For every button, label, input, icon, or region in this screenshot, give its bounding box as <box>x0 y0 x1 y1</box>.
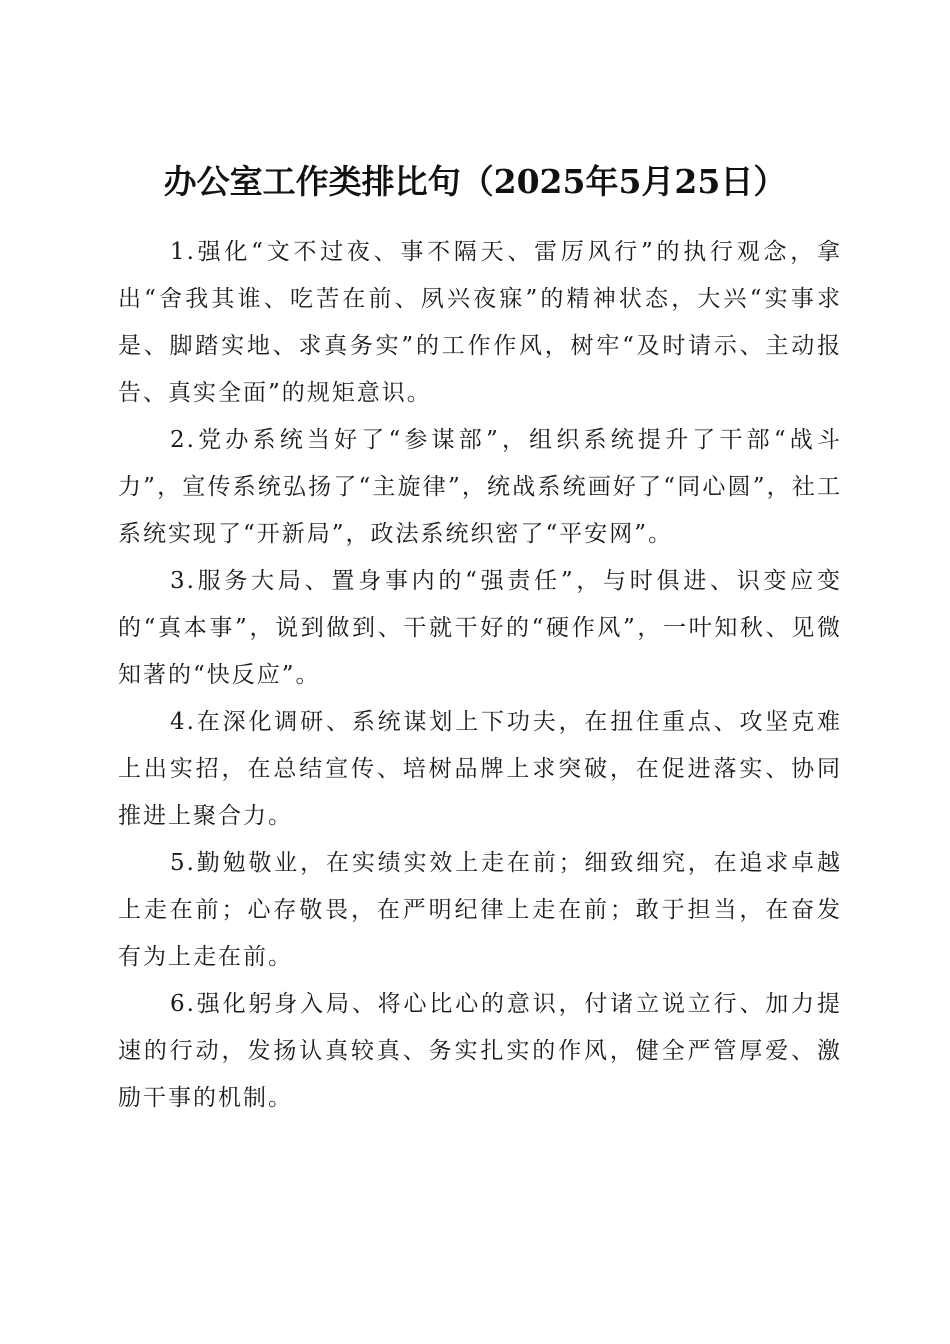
paragraph-3: 3.服务大局、置身事内的“强责任”，与时俱进、识变应变的“真本事”，说到做到、干就干好的“硬作风”，一叶知秋、见微知著的“快反应”。 <box>118 568 842 688</box>
paragraph-1: 1.强化“文不过夜、事不隔天、雷厉风行”的执行观念，拿出“舍我其谁、吃苦在前、夙兴夜寐”的精神状态，大兴“实事求是、脚踏实地、求真务实”的工作作风，树牢“及时请示、主动报告、真实全面”的规矩意识。 <box>118 239 842 406</box>
paragraph-6: 6.强化躬身入局、将心比心的意识，付诸立说立行、加力提速的行动，发扬认真较真、务实扎实的作风，健全严管厚爱、激励干事的机制。 <box>118 991 842 1111</box>
document-body <box>118 229 842 1122</box>
document-title: 办公室工作类排比句（2025年5月25日） <box>163 162 787 202</box>
paragraph-2: 2.党办系统当好了“参谋部”，组织系统提升了干部“战斗力”，宣传系统弘扬了“主旋律”，统战系统画好了“同心圆”，社工系统实现了“开新局”，政法系统织密了“平安网”。 <box>118 427 842 547</box>
paragraph-5: 5.勤勉敬业，在实绩实效上走在前；细致细究，在追求卓越上走在前；心存敬畏，在严明纪律上走在前；敢于担当，在奋发有为上走在前。 <box>118 850 842 970</box>
paragraph-4: 4.在深化调研、系统谋划上下功夫，在扭住重点、攻坚克难上出实招，在总结宣传、培树品牌上求突破，在促进落实、协同推进上聚合力。 <box>118 709 842 829</box>
